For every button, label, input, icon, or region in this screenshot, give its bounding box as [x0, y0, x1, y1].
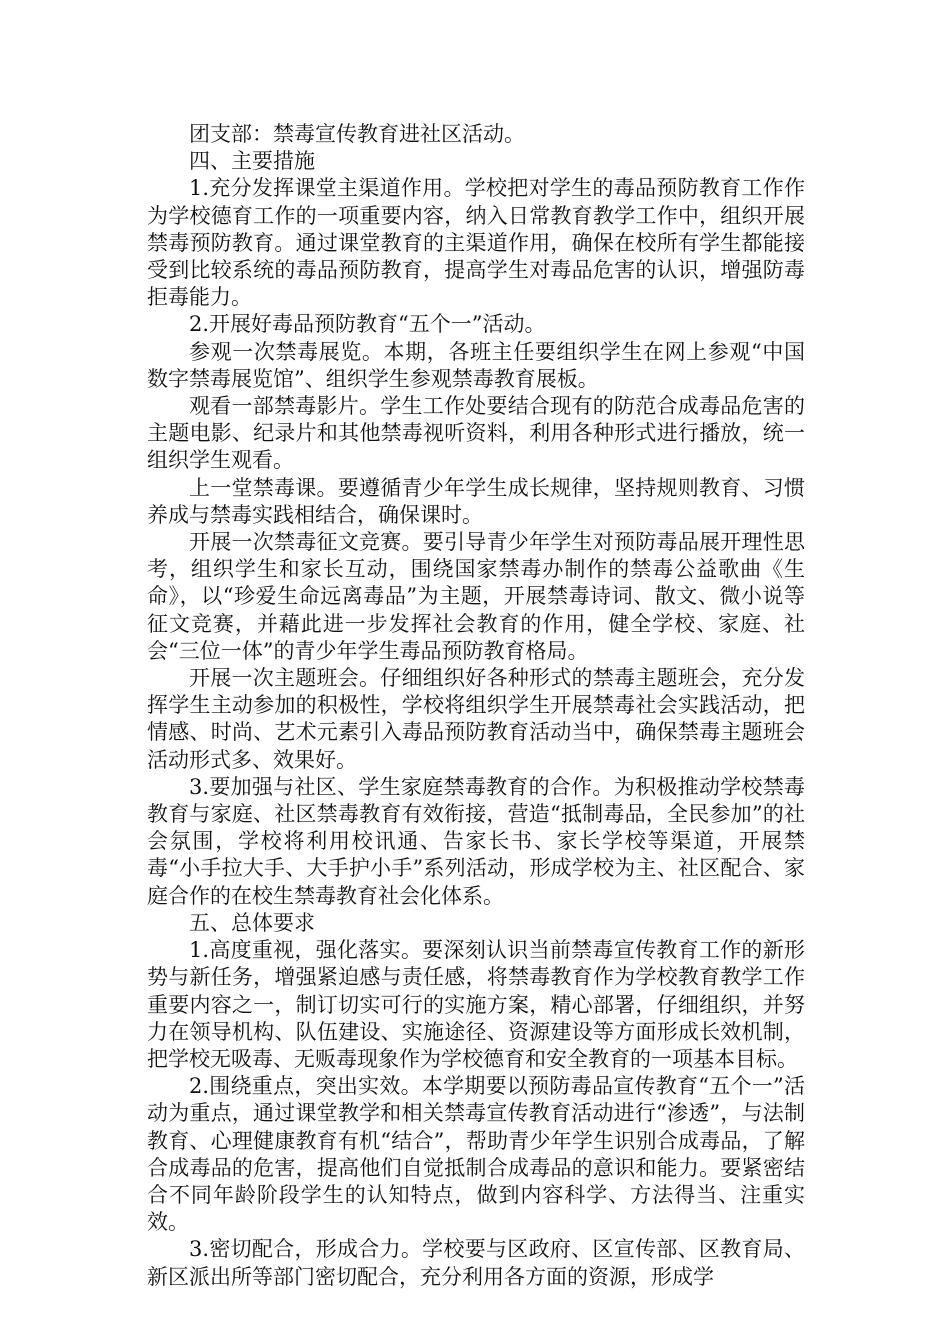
paragraph-watch-film: 观看一部禁毒影片。学生工作处要结合现有的防范合成毒品危害的主题电影、纪录片和其他禁毒视听资料，利用各种形式进行播放，统一组织学生观看。: [147, 394, 805, 473]
paragraph-close-cooperation: 3.密切配合，形成合力。学校要与区政府、区宣传部、区教育局、新区派出所等部门密切配合，充分利用各方面的资源，形成学: [147, 1237, 805, 1289]
paragraph-focus-results: 2.围绕重点，突出实效。本学期要以预防毒品宣传教育“五个一”活动为重点，通过课堂教学和相关禁毒宣传教育活动进行“渗透”，与法制教育、心理健康教育有机“结合”，帮助青少年学生识别合成毒品，了解合成毒品的危害，提高他们自觉抵制合成毒品的意识和能力。要紧密结合不同年龄阶段学生的认知特点，做到内容科学、方法得当、注重实效。: [147, 1074, 805, 1235]
section-heading-general-requirements: 五、总体要求: [189, 910, 315, 935]
paragraph-five-ones-activity: 2.开展好毒品预防教育“五个一”活动。: [189, 312, 546, 337]
paragraph-classroom-channel: 1.充分发挥课堂主渠道作用。学校把对学生的毒品预防教育工作作为学校德育工作的一项重要内容，纳入日常教育教学工作中，组织开展禁毒预防教育。通过课堂教育的主渠道作用，确保在校所有学生都能接受到比较系统的毒品预防教育，提高学生对毒品危害的认识，增强防毒拒毒能力。: [147, 176, 805, 310]
section-heading-main-measures: 四、主要措施: [189, 149, 315, 174]
paragraph-high-priority: 1.高度重视，强化落实。要深刻认识当前禁毒宣传教育工作的新形势与新任务，增强紧迫感与责任感，将禁毒教育作为学校教育教学工作重要内容之一，制订切实可行的实施方案，精心部署，仔细组织，并努力在领导机构、队伍建设、实施途径、资源建设等方面形成长效机制，把学校无吸毒、无贩毒现象作为学校德育和安全教育的一项基本目标。: [147, 938, 805, 1071]
paragraph-community-cooperation: 3.要加强与社区、学生家庭禁毒教育的合作。为积极推动学校禁毒教育与家庭、社区禁毒教育有效衔接，营造“抵制毒品，全民参加”的社会氛围，学校将利用校讯通、告家长书、家长学校等渠道，开展禁毒“小手拉大手、大手护小手”系列活动，形成学校为主、社区配合、家庭合作的在校生禁毒教育社会化体系。: [147, 774, 805, 908]
paragraph-league-branch: 团支部：禁毒宣传教育进社区活动。: [189, 122, 525, 146]
paragraph-class-meeting: 开展一次主题班会。仔细组织好各种形式的禁毒主题班会，充分发挥学生主动参加的积极性，学校将组织学生开展禁毒社会实践活动，把情感、时尚、艺术元素引入毒品预防教育活动当中，确保禁毒主题班会活动形式多、效果好。: [147, 666, 805, 772]
paragraph-drug-class: 上一堂禁毒课。要遵循青少年学生成长规律，坚持规则教育、习惯养成与禁毒实践相结合，确保课时。: [147, 475, 805, 527]
paragraph-essay-contest: 开展一次禁毒征文竞赛。要引导青少年学生对预防毒品展开理性思考，组织学生和家长互动，围绕国家禁毒办制作的禁毒公益歌曲《生命》，以“珍爱生命远离毒品”为主题，开展禁毒诗词、散文、微小说等征文竞赛，并藉此进一步发挥社会教育的作用，健全学校、家庭、社会“三位一体”的青少年学生毒品预防教育格局。: [147, 530, 805, 663]
document-body: [147, 121, 805, 1291]
paragraph-visit-exhibition: 参观一次禁毒展览。本期，各班主任要组织学生在网上参观“中国数字禁毒展览馆”、组织学生参观禁毒教育展板。: [147, 339, 805, 391]
